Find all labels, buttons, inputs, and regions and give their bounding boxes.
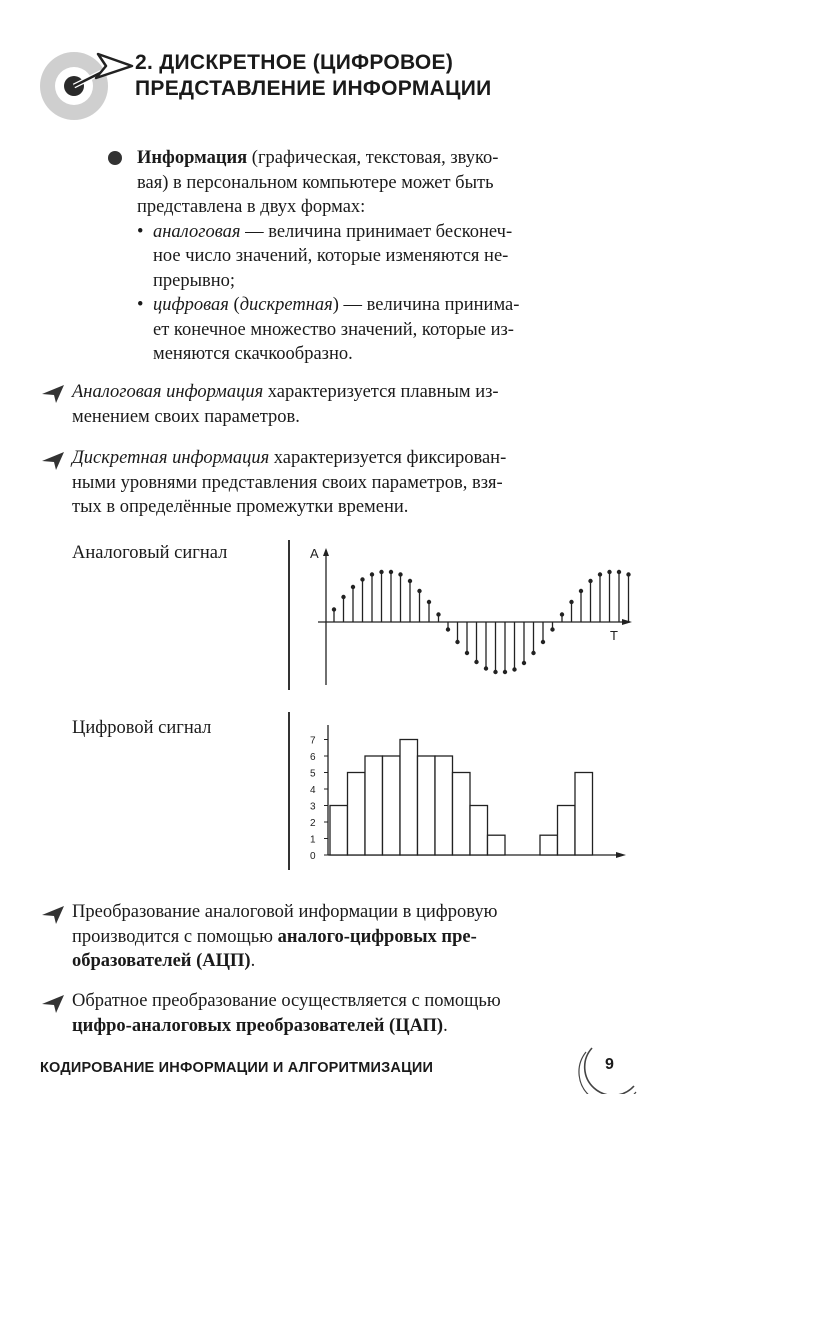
pointer-arrow-icon [40,993,68,1015]
page-title: 2. ДИСКРЕТНОЕ (ЦИФРОВОЕ) ПРЕДСТАВЛЕНИЕ ИНФОРМАЦИИ [135,51,492,100]
level-bar [400,740,418,856]
sample-point [389,570,393,574]
sample-point [370,572,374,576]
digital-signal-label: Цифровой сигнал [72,718,212,738]
analog-signal-label: Аналоговый сигнал [72,543,228,563]
sample-point [360,577,364,581]
figure-divider [288,540,290,690]
y-tick-label: 7 [310,735,316,747]
target-arrow-icon [36,44,146,124]
figure-divider [288,712,290,870]
y-tick-label: 5 [310,768,316,780]
level-bar [330,806,348,856]
sample-point [550,627,554,631]
info-term: Информация [137,148,248,168]
sample-point [607,570,611,574]
sample-point [617,570,621,574]
bullet-dot-icon [108,151,122,165]
list-item-analog: • аналоговая — величина принимает бесконеч- ное число значений, которые изменяются не- прерывно; [137,221,513,291]
level-bar [435,756,453,855]
sample-point [626,572,630,576]
y-axis-arrowhead [323,548,329,556]
level-bar [575,773,593,856]
pointer-arrow-icon [40,904,68,926]
level-bar [540,835,558,855]
sample-point [531,651,535,655]
x-axis-arrowhead [622,619,632,625]
sample-point [560,612,564,616]
y-axis-label: A [310,546,319,561]
level-bar [383,756,401,855]
adc-note: Преобразование аналоговой информации в цифровую производится с помощью аналого-цифровых пре- образователей (АЦП). [72,902,498,971]
sample-point [484,666,488,670]
digital-note: Дискретная информация характеризуется фиксирован- ными уровнями представления своих параметров, взя- тых в определённые промежутки времени. [72,448,507,517]
y-tick-label: 2 [310,818,316,829]
level-bar [558,806,576,856]
sample-point [465,651,469,655]
y-tick-label: 3 [310,801,316,813]
level-bar [470,806,488,856]
level-bar [418,756,436,855]
sample-point [512,667,516,671]
x-axis-label: T [610,628,618,643]
sample-point [493,670,497,674]
sample-point [341,595,345,599]
page-number: 9 [605,1056,614,1073]
sample-point [427,600,431,604]
sample-point [598,572,602,576]
sample-point [455,640,459,644]
sample-point [579,589,583,593]
y-tick-label: 4 [310,785,316,796]
y-tick-label: 1 [310,834,316,846]
digital-signal-chart [300,720,640,870]
sample-point [417,589,421,593]
sample-point [332,607,336,611]
level-bar [488,835,506,855]
sample-point [408,579,412,583]
y-tick-label: 6 [310,752,316,763]
sample-point [569,600,573,604]
sample-point [351,585,355,589]
sample-point [474,660,478,664]
sample-point [436,612,440,616]
footer-running-title: КОДИРОВАНИЕ ИНФОРМАЦИИ И АЛГОРИТМИЗАЦИИ [40,1060,434,1076]
y-tick-label: 0 [310,851,316,862]
level-bar [453,773,471,856]
sample-point [379,570,383,574]
sample-point [522,661,526,665]
analog-signal-chart [300,540,640,690]
level-bar [348,773,366,856]
dac-note: Обратное преобразование осуществляется с помощью цифро-аналоговых преобразователей (ЦАП). [72,991,501,1036]
intro-paragraph: Информация (графическая, текстовая, звуко- вая) в персональном компьютере может быть представлена в двух формах: • аналоговая — величина принимает бесконеч- ное число значений, которые изменяются не- прерывно; • цифровая (дискретная) — величина принима- ет конечное множество значений, которые из- меняются скачкообразно. [137,146,627,367]
sample-point [503,670,507,674]
level-bar [365,756,383,855]
analog-note: Аналоговая информация характеризуется плавным из- менением своих параметров. [72,382,499,427]
pointer-arrow-icon [40,450,68,472]
pointer-arrow-icon [40,383,68,405]
list-item-digital: • цифровая (дискретная) — величина принима- ет конечное множество значений, которые из- меняются скачкообразно. [137,295,520,364]
sample-point [588,579,592,583]
sample-point [541,640,545,644]
x-axis-arrowhead [616,852,626,858]
sample-point [398,572,402,576]
sample-point [446,627,450,631]
